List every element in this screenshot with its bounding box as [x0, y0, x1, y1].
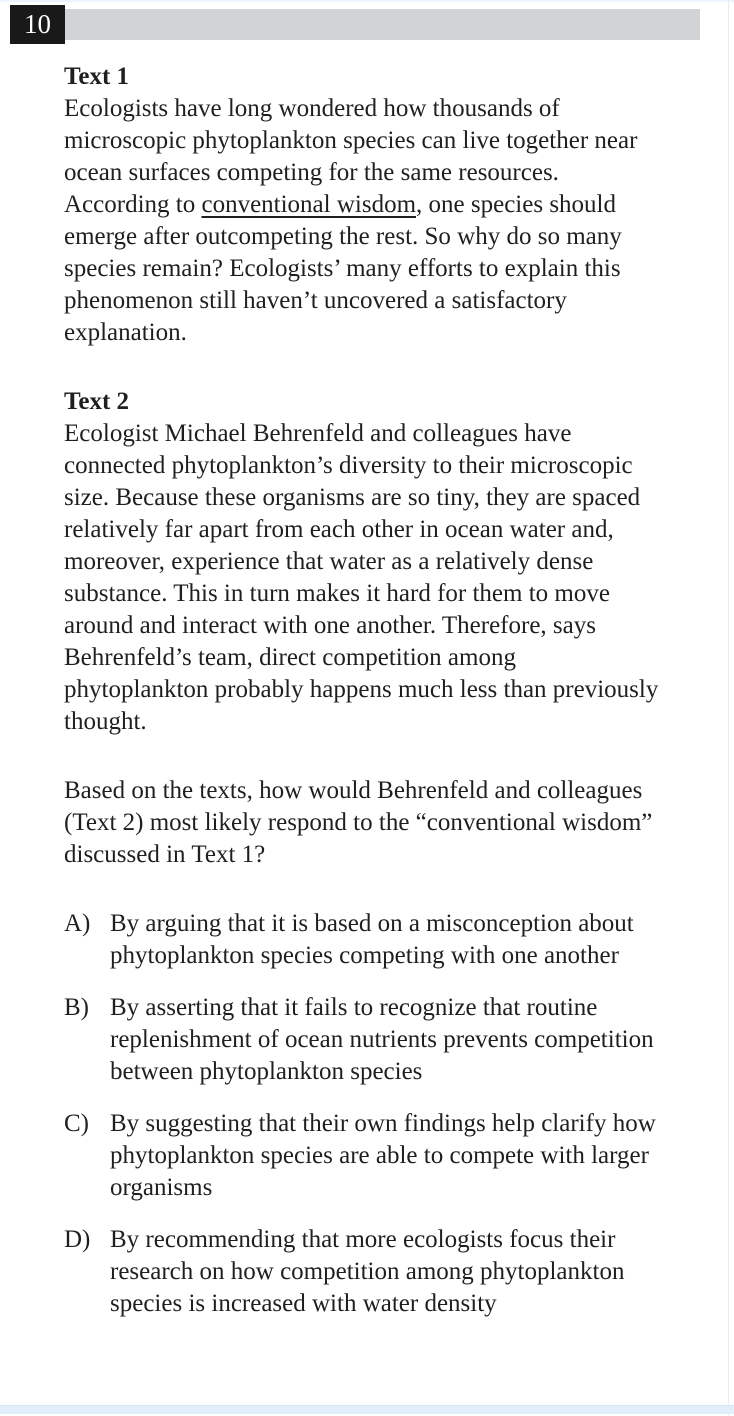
text2-heading: Text 2: [64, 388, 130, 415]
option-a-letter: A): [64, 910, 91, 937]
text1-section: [64, 61, 666, 349]
text1-heading: Text 1: [64, 63, 130, 90]
option-a-text: By arguing that it is based on a misconception about phytoplankton species competing with one another: [110, 910, 634, 969]
underlined-phrase: conventional wisdom: [201, 191, 417, 218]
text1-paragraph: [64, 93, 666, 349]
answer-option-d: [64, 1224, 666, 1320]
right-edge-line: [728, 0, 729, 1416]
option-d-text: By recommending that more ecologists focus their research on how competition among phytoplankton species is increased with water density: [110, 1226, 625, 1317]
header-bar: [65, 9, 700, 40]
text1-body-before: Ecologists have long wondered how thousands of microscopic phytoplankton species can live together near ocean surfaces competing for the same resources. According to: [64, 95, 638, 218]
answer-option-a: [64, 908, 666, 972]
option-c-letter: C): [64, 1110, 89, 1137]
option-c-text: By suggesting that their own findings help clarify how phytoplankton species are able to compete with larger organisms: [110, 1110, 656, 1201]
option-d-letter: D): [64, 1226, 91, 1253]
question-stem: Based on the texts, how would Behrenfeld and colleagues (Text 2) most likely respond to the “conventional wisdom” discussed in Text 1?: [64, 777, 653, 868]
top-edge-line: [0, 0, 734, 2]
question-content: [64, 61, 666, 1320]
answer-option-b: [64, 992, 666, 1088]
bottom-bar: [0, 1405, 734, 1414]
text2-paragraph: Ecologist Michael Behrenfeld and colleagues have connected phytoplankton’s diversity to their microscopic size. Because these organisms are so tiny, they are spaced relatively far apart from each other in ocean water and, moreover, experience that water as a relatively dense substance. This in turn makes it hard for them to move around and interact with one another. Therefore, says Behrenfeld’s team, direct competition among phytoplankton probably happens much less than previously thought.: [64, 420, 659, 735]
option-b-text: By asserting that it fails to recognize that routine replenishment of ocean nutrients prevents competition between phytoplankton species: [110, 994, 654, 1085]
option-b-letter: B): [64, 994, 89, 1021]
question-number: 10: [24, 9, 51, 39]
question-number-badge: [10, 5, 65, 44]
text2-section: [64, 386, 666, 738]
question-header: [10, 5, 700, 44]
answer-options: [64, 908, 666, 1320]
text1-body-after: , one species should emerge after outcompeting the rest. So why do so many species remain? Ecologists’ many efforts to explain this phenomenon still haven’t uncovered a satisfactory explanation.: [64, 191, 622, 346]
answer-option-c: [64, 1108, 666, 1204]
